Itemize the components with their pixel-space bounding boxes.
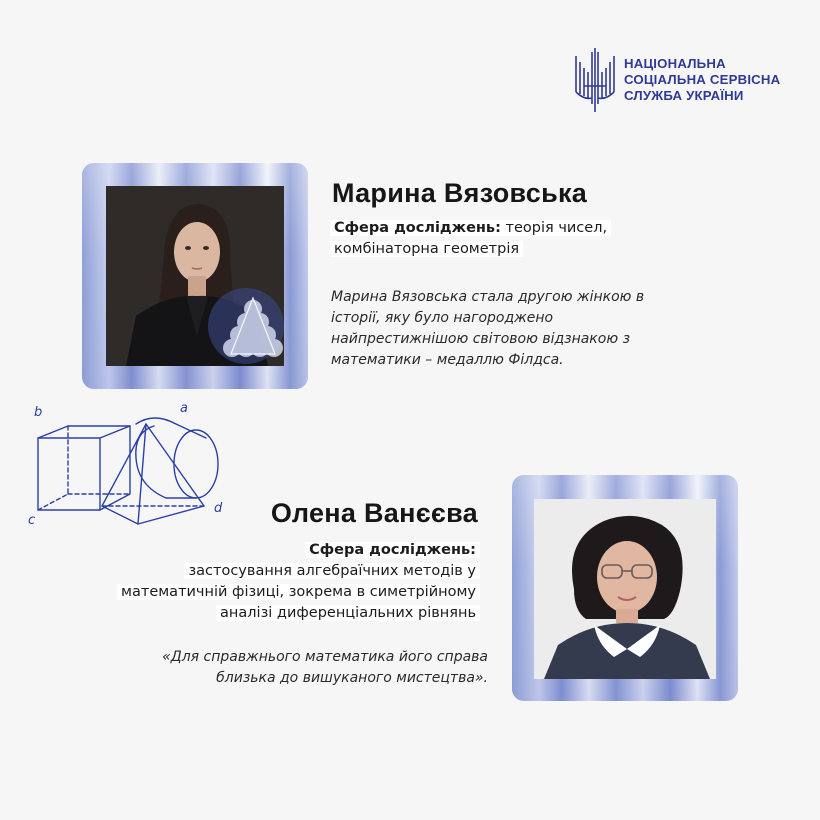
quote-vaneeva: «Для справжнього математика його справа близька до вишуканого мистецтва». (162, 649, 488, 686)
geometry-sketch-icon (26, 398, 236, 530)
sketch-label-a: a (180, 401, 188, 416)
description-vyazovska: Марина Вязовська стала другою жінкою в історії, яку було нагороджено найпрестижнішою світовою відзнакою з математики – медаллю Філдса. (331, 289, 645, 368)
research-field-line-1 (330, 220, 611, 236)
portrait-illustration-2-icon (534, 499, 716, 679)
research-field-label-2 (305, 542, 480, 558)
sketch-label-d: d (214, 501, 223, 516)
research-field-value: теорія чисел, (500, 220, 608, 236)
logo-text (624, 56, 780, 104)
research-field-line-b: математичній фізиці, зокрема в симетрійному (117, 584, 480, 600)
research-field-line-c: аналізі диференціальних рівнянь (216, 605, 480, 621)
photo-frame-vaneeva (512, 475, 738, 701)
sketch-label-c: c (28, 513, 36, 528)
logo-line-2: СОЦІАЛЬНА СЕРВІСНА (624, 72, 781, 87)
research-field-line-2: комбінаторна геометрія (330, 241, 523, 257)
research-field-label: Сфера досліджень: (334, 220, 501, 236)
logo-line-1: НАЦІОНАЛЬНА (624, 56, 726, 71)
trident-logo-icon (574, 48, 616, 112)
logo-line-3: СЛУЖБА УКРАЇНИ (624, 88, 744, 103)
photo-frame-vyazovska (82, 163, 308, 389)
portrait-illustration-icon (106, 186, 284, 366)
research-field-label-text: Сфера досліджень: (309, 542, 476, 558)
research-field-vaneeva (76, 540, 480, 624)
research-field-vyazovska (330, 218, 650, 260)
sketch-label-b: b (34, 405, 43, 420)
research-field-line-a: застосування алгебраїчних методів у (184, 563, 480, 579)
nsss-logo (574, 48, 794, 112)
person-name-vyazovska: Марина Вязовська (332, 178, 588, 208)
person-name-vaneeva: Олена Ванєєва (270, 498, 478, 528)
portrait-vaneeva (534, 499, 716, 679)
portrait-vyazovska (106, 186, 284, 366)
